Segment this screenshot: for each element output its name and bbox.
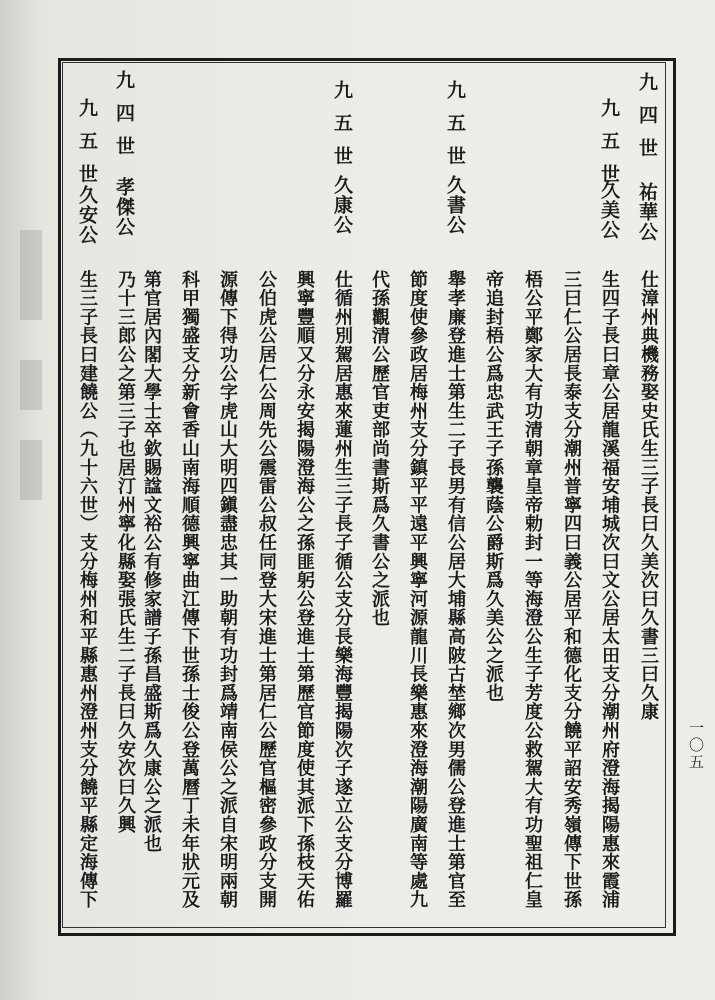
text-line: 舉孝廉登進士第生二子長男有信公居大埔縣高陂古埜鄉次男儒公登進士第官至	[445, 270, 466, 910]
text-line: 三曰仁公居長泰支分潮州普寧四曰義公居平和德化支分饒平詔安秀嶺傳下世孫	[561, 270, 582, 910]
person-name: 久康公	[331, 175, 353, 235]
generation-label: 九四世	[113, 70, 135, 169]
text-line: 生四子長曰章公居龍溪福安埔城次曰文公居太田支分潮州府澄海揭陽惠來霞浦	[599, 270, 620, 910]
person-name: 久美公	[598, 180, 620, 240]
generation-label: 九五世	[76, 98, 98, 197]
text-line: 仕循州別駕居惠來蓮州生三子長子循公支分長樂海豐揭陽次子遂立公支分博羅	[332, 270, 353, 910]
bleed-through-shadow	[20, 60, 50, 940]
text-line: 節度使參政居梅州支分鎮平平遠平興寧河源龍川長樂惠來澄海潮陽廣南等處九	[407, 270, 428, 910]
text-line: 乃十三郎公之第三子也居汀州寧化縣娶張氏生二子長曰久安次曰久興	[115, 270, 136, 834]
person-name: 久書公	[444, 175, 466, 235]
text-line: 代孫觀清公歷官吏部尚書斯爲久書公之派也	[369, 270, 390, 628]
text-line: 第官居內閣大學士卒欽賜諡文裕公有修家譜子孫昌盛斯爲久康公之派也	[141, 270, 162, 853]
text-line: 源傳下得功公字虎山大明四鎭盡忠其一助朝有功封爲靖南侯公之派自宋明兩朝	[217, 270, 238, 910]
person-name: 孝傑公	[113, 177, 135, 237]
page-number: 一〇五	[687, 720, 705, 771]
generation-label: 九五世	[598, 98, 620, 197]
generation-label: 九四世	[636, 72, 658, 171]
person-name: 祐華公	[636, 182, 658, 242]
person-name: 久安公	[76, 185, 98, 245]
text-line: 公伯虎公居仁公周先公震雷公叔任同登大宋進士第居仁公歷官樞密參政分支開	[256, 270, 277, 910]
text-line: 梧公平鄭家大有功清朝章皇帝勅封一等海澄公生子芳度公救駕大有功聖祖仁皇	[522, 270, 543, 910]
text-line: 生三子長曰建饒公（九十六世）支分梅州和平縣惠州澄州支分饒平縣定海傳下	[77, 270, 98, 910]
text-line: 仕漳州典機務娶史氏生三子長曰久美次曰久書三曰久康	[638, 270, 659, 722]
generation-label: 九五世	[444, 80, 466, 179]
text-line: 興寧豐順又分永安揭陽澄海公之孫匪躬公登進士第歷官節度使其派下孫枝天佑	[294, 270, 315, 910]
text-line: 科甲獨盛支分新會香山南海順德興寧曲江傳下世孫士俊公登萬曆丁未年狀元及	[179, 270, 200, 910]
text-line: 帝追封梧公爲忠武王子孫襲蔭公爵斯爲久美公之派也	[483, 270, 504, 703]
generation-label: 九五世	[331, 80, 353, 179]
